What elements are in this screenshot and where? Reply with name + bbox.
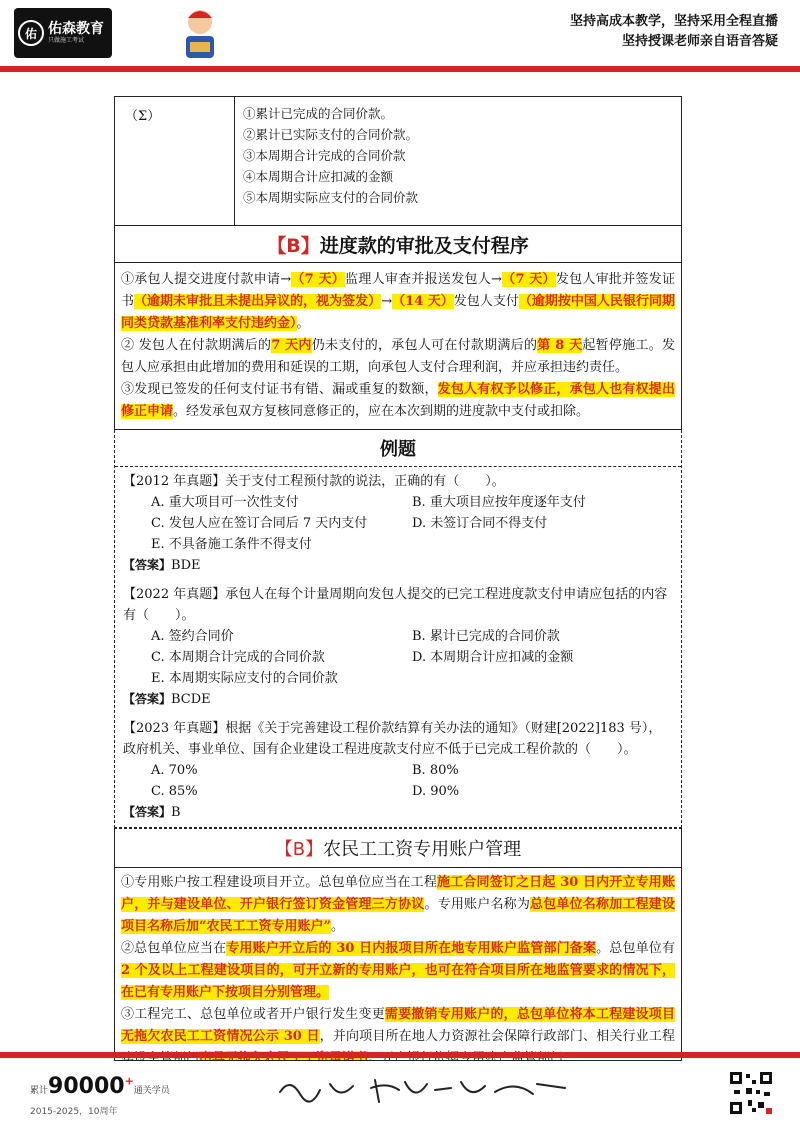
question-stem: 【2023 年真题】根据《关于完善建设工程价款结算有关办法的通知》（财建[2022]183 号），政府机关、事业单位、国有企业建设工程进度款支付应不低于已完成工程价款的（ ）。 xyxy=(123,721,662,757)
option: E. 不具备施工条件不得支付 xyxy=(151,537,312,552)
logo-tagline: 只做施工考试 xyxy=(48,37,85,44)
sigma-item: ④本周期合计应扣减的金额 xyxy=(243,169,394,184)
examples-box xyxy=(114,430,682,828)
page-footer xyxy=(0,1058,800,1132)
question-options xyxy=(123,626,673,689)
logo-icon: 佑 xyxy=(18,20,44,46)
slogan xyxy=(570,12,778,52)
qr-code-icon xyxy=(728,1070,774,1116)
sigma-label: （Σ） xyxy=(115,97,235,225)
document-body xyxy=(114,96,682,1061)
question-2012 xyxy=(115,467,681,580)
option: B. 80% xyxy=(412,763,459,778)
sigma-item: ⑤本周期实际应支付的合同价款 xyxy=(243,190,419,205)
question-2023 xyxy=(115,714,681,827)
paragraph-1: ①专用账户按工程建设项目开立。总包单位应当在工程施工合同签订之日起 30 日内开立专用账户，并与建设单位、开户银行签订资金管理三方协议。专用账户名称为总包单位名称加工程建设项目名称后加“农民工工资专用账户”。 xyxy=(121,875,675,934)
option: C. 本周期合计完成的合同价款 xyxy=(151,650,325,665)
option: D. 90% xyxy=(412,784,460,799)
section-body-wage-account xyxy=(114,867,682,1061)
section-tag: 【B】 xyxy=(267,234,320,257)
page-header xyxy=(0,0,800,70)
answer: 【答案】BCDE xyxy=(123,692,211,707)
student-count: 累计90000+通关学员 xyxy=(30,1074,170,1099)
question-options xyxy=(123,492,673,555)
header-divider xyxy=(0,66,800,72)
option: A. 70% xyxy=(151,763,198,778)
paragraph-1: ①承包人提交进度付款申请→（7 天）监理人审查并报送发包人→（7 天）发包人审批并签发证书（逾期未审批且未提出异议的，视为签发）→（14 天）发包人支付（逾期按中国人民银行同期同类贷款基准利率支付违约金）。 xyxy=(121,272,675,331)
option: A. 重大项目可一次性支付 xyxy=(151,495,299,510)
sigma-table-row xyxy=(114,96,682,226)
examples-title: 例题 xyxy=(115,430,681,467)
question-stem: 【2012 年真题】关于支付工程预付款的说法，正确的有（ ）。 xyxy=(123,474,505,489)
paragraph-2: ② 发包人在付款期满后的7 天内仍未支付的，承包人可在付款期满后的第 8 天起暂停施工。发包人应承担由此增加的费用和延误的工期，向承包人支付合理利润，并应承担违约责任。 xyxy=(121,338,675,375)
sigma-item: ③本周期合计完成的合同价款 xyxy=(243,148,406,163)
sigma-item: ①累计已完成的合同价款。 xyxy=(243,106,394,121)
section-tag: 【B】 xyxy=(274,839,324,860)
sigma-item: ②累计已实际支付的合同价款。 xyxy=(243,127,419,142)
option: B. 累计已完成的合同价款 xyxy=(412,629,560,644)
slogan-line-1: 坚持高成本教学，坚持采用全程直播 xyxy=(569,14,778,29)
paragraph-3: ③工程完工、总包单位或者开户银行发生变更需要撤销专用账户的，总包单位将本工程建设项目无拖欠农民工工资情况公示 30 日，并向项目所在地人力资源社会保障行政部门、相关行业工程 xyxy=(121,1004,675,1061)
section-title-text: 农民工工资专用账户管理 xyxy=(323,839,522,860)
option: A. 签约合同价 xyxy=(151,629,234,644)
paragraph-2: ②总包单位应当在专用账户开立后的 30 日内报项目所在地专用账户监管部门备案。总包单位有2 个及以上工程建设项目的，可开立新的专用账户，也可在符合项目所在地监管要求的情况下，在已有专用账户下按项目分别管理。 xyxy=(121,941,675,1000)
question-options xyxy=(123,760,673,802)
section-body-progress-payment xyxy=(114,263,682,430)
option: D. 本周期合计应扣减的金额 xyxy=(412,650,574,665)
section-title-text: 进度款的审批及支付程序 xyxy=(319,234,529,257)
option: E. 本周期实际应支付的合同价款 xyxy=(151,671,338,686)
answer: 【答案】B xyxy=(123,805,181,820)
option: D. 未签订合同不得支付 xyxy=(412,516,548,531)
answer: 【答案】BDE xyxy=(123,558,201,573)
slogan-line-2: 坚持授课老师亲自语音答疑 xyxy=(621,34,778,49)
logo-name: 佑森教育 xyxy=(48,21,104,37)
anniversary-text: 2015-2025，10周年 xyxy=(30,1107,118,1117)
option: B. 重大项目应按年度逐年支付 xyxy=(412,495,586,510)
paragraph-3: ③发现已签发的任何支付证书有错、漏或重复的数额，发包人有权予以修正，承包人也有权提出修正申请。经发承包双方复核同意修正的，应在本次到期的进度款中支付或扣除。 xyxy=(121,382,675,419)
option: C. 发包人应在签订合同后 7 天内支付 xyxy=(151,516,368,531)
question-2022 xyxy=(115,580,681,714)
calligraphy-motto xyxy=(275,1072,575,1106)
mascot-icon xyxy=(180,6,220,62)
sigma-items xyxy=(235,97,681,225)
section-title-progress-payment xyxy=(114,226,682,263)
question-stem: 【2022 年真题】承包人在每个计量周期向发包人提交的已完工程进度款支付申请应包括的内容有（ ）。 xyxy=(123,587,668,623)
option: C. 85% xyxy=(151,784,198,799)
section-title-wage-account xyxy=(114,828,682,867)
brand-logo xyxy=(14,8,112,58)
